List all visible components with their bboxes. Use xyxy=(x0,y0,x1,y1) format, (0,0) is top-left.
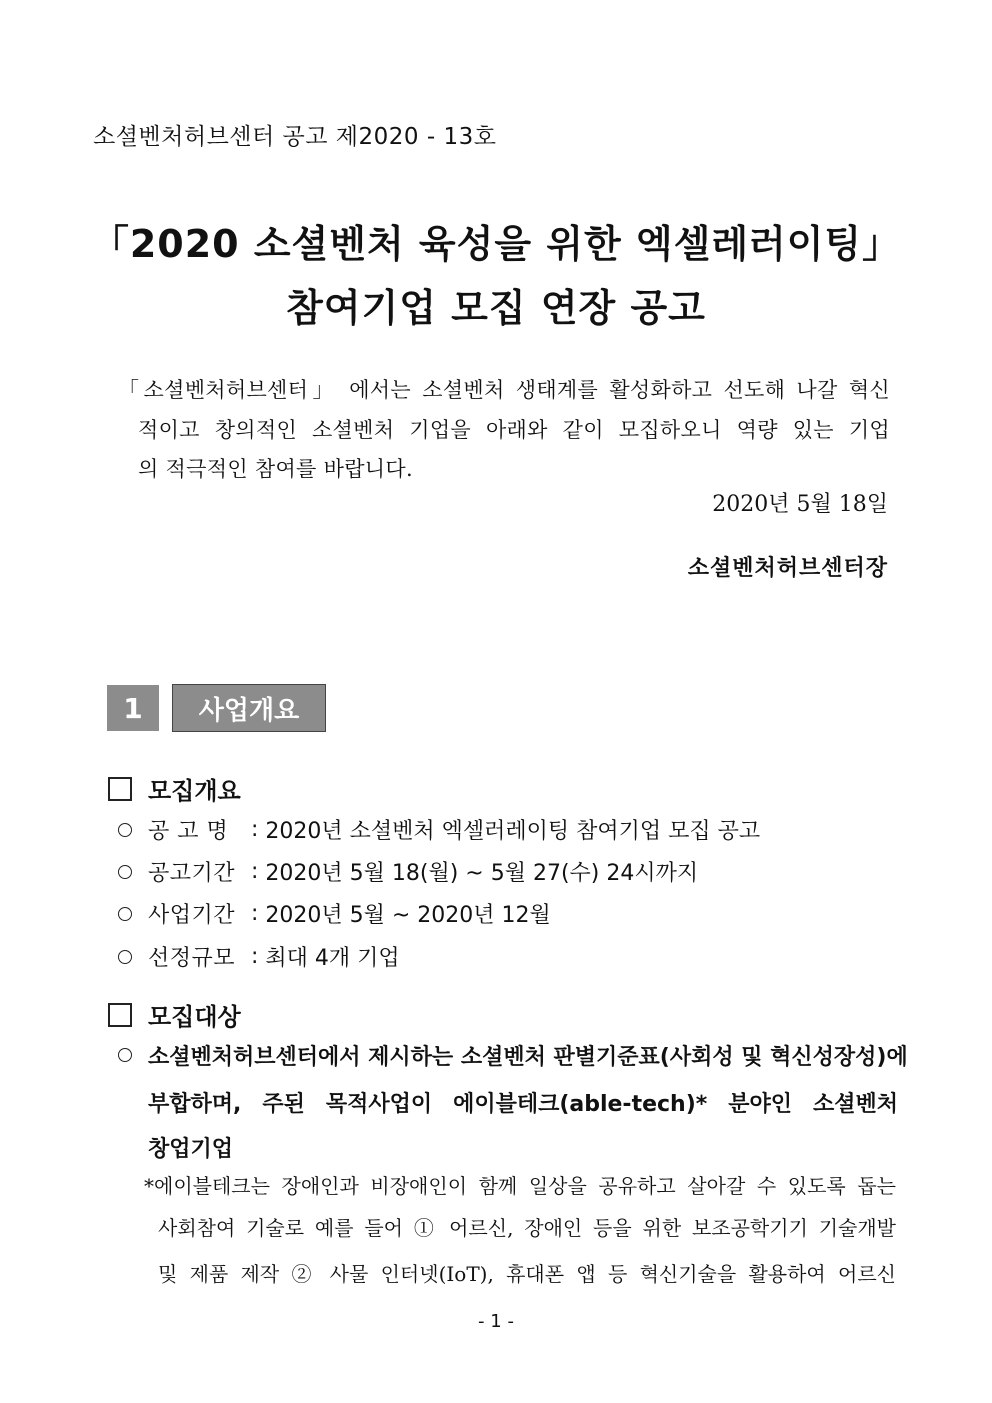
footnote-line-2: 사회참여 기술로 예를 들어 ① 어르신, 장애인 등을 위한 보조공학기기 기술개발 xyxy=(158,1216,896,1240)
recruit-overview-heading xyxy=(108,771,241,806)
announcement-date: 2020년 5월 18일 xyxy=(712,492,888,517)
heading-text: 모집대상 xyxy=(148,1003,241,1031)
circle-bullet-icon xyxy=(118,950,132,964)
circle-bullet-icon xyxy=(118,907,132,921)
footnote-line-3: 및 제품 제작 ② 사물 인터넷(IoT), 휴대폰 앱 등 혁신기술을 활용하여 어르신 xyxy=(158,1262,896,1286)
intro-line-3: 의 적극적인 참여를 바랍니다. xyxy=(138,457,413,481)
title-line-2: 참여기업 모집 연장 공고 xyxy=(286,286,706,330)
checkbox-square-icon xyxy=(108,1003,132,1027)
intro-line-1: 「소셜벤처허브센터」 에서는 소셜벤처 생태계를 활성화하고 선도해 나갈 혁신 xyxy=(118,378,890,402)
footnote-line-1: *에이블테크는 장애인과 비장애인이 함께 일상을 공유하고 살아갈 수 있도록 돕는 xyxy=(144,1174,896,1198)
item-value: 2020년 5월 18(월) ~ 5월 27(수) 24시까지 xyxy=(265,861,699,886)
item-label: 공고기간 xyxy=(148,861,236,886)
item-value: 최대 4개 기업 xyxy=(265,946,400,971)
list-item xyxy=(118,898,551,929)
list-item xyxy=(118,814,760,845)
title-line-1: 「2020 소셜벤처 육성을 위한 엑셀레러이팅」 xyxy=(90,222,902,266)
item-label: 사업기간 xyxy=(148,903,236,928)
section-number: 1 xyxy=(107,685,159,731)
item-value: 2020년 5월 ~ 2020년 12월 xyxy=(265,903,551,928)
section-title: 사업개요 xyxy=(172,684,326,732)
list-item xyxy=(118,856,698,887)
signature: 소셜벤처허브센터장 xyxy=(687,555,888,581)
circle-bullet-icon xyxy=(118,823,132,837)
item-label: 선정규모 xyxy=(148,946,236,971)
checkbox-square-icon xyxy=(108,777,132,801)
list-item xyxy=(118,941,400,972)
item-colon: : xyxy=(244,944,266,969)
circle-bullet-icon xyxy=(118,865,132,879)
recruit-target-heading xyxy=(108,997,241,1032)
heading-text: 모집개요 xyxy=(148,777,241,805)
target-line-2: 부합하며, 주된 목적사업이 에이블테크(able-tech)* 분야인 소셜벤처 xyxy=(148,1092,898,1117)
circle-bullet-icon xyxy=(118,1048,132,1062)
item-colon: : xyxy=(244,901,266,926)
intro-line-2: 적이고 창의적인 소셜벤처 기업을 아래와 같이 모집하오니 역량 있는 기업 xyxy=(138,418,890,442)
page-number: - 1 - xyxy=(478,1311,514,1332)
item-colon: : xyxy=(244,859,266,884)
target-line-3: 창업기업 xyxy=(148,1137,234,1162)
notice-number: 소셜벤처허브센터 공고 제2020 - 13호 xyxy=(93,124,497,150)
item-value: 2020년 소셜벤처 엑셀러레이팅 참여기업 모집 공고 xyxy=(265,819,761,844)
item-label: 공 고 명 xyxy=(148,819,229,844)
item-colon: : xyxy=(244,817,266,842)
target-line-1: 소셜벤처허브센터에서 제시하는 소셜벤처 판별기준표(사회성 및 혁신성장성)에 xyxy=(148,1045,908,1070)
